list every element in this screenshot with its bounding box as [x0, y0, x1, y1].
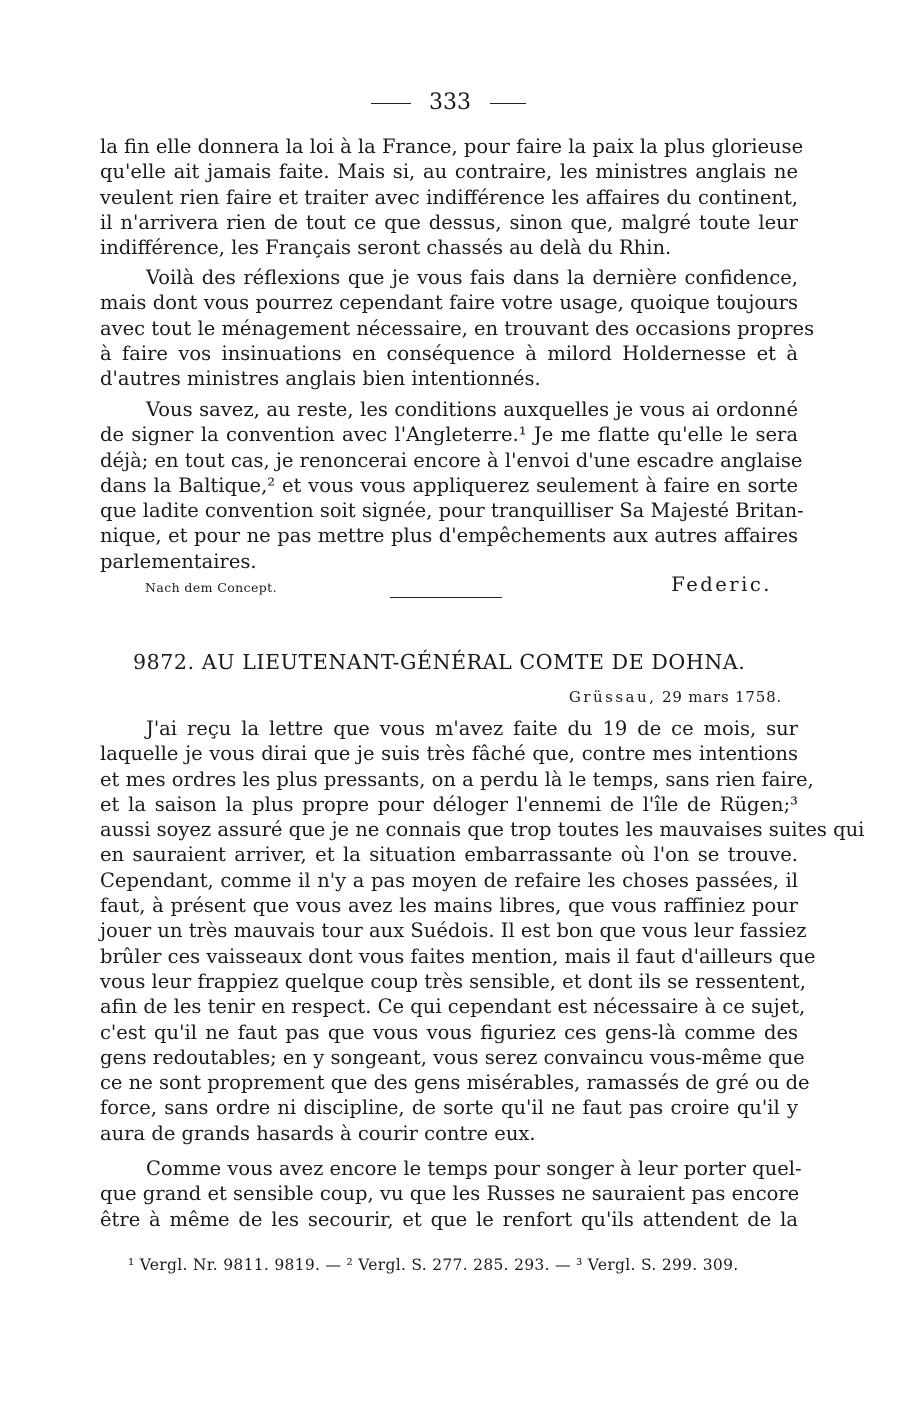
text-line: parlementaires. — [100, 549, 257, 573]
text-line: Voilà des réflexions que je vous fais dans la dernière confidence, — [146, 266, 798, 289]
text-line: il n'arrivera rien de tout ce que dessus, sinon que, malgré toute leur — [100, 210, 798, 234]
text-line: dans la Baltique,² et vous vous appliquerez seulement à faire en sorte — [100, 473, 798, 497]
text-line: laquelle je vous dirai que je suis très fâché que, contre mes intentions — [100, 742, 798, 766]
paragraph-convention — [100, 397, 804, 574]
text-line: Comme vous avez encore le temps pour songer à leur porter quel- — [146, 1157, 802, 1180]
source-note: Nach dem Concept. — [145, 580, 277, 595]
text-line: Vous savez, au reste, les conditions auxquelles je vous ai ordonné — [146, 398, 798, 421]
header-rule-left — [371, 103, 411, 104]
text-line: aura de grands hasards à courir contre eux. — [100, 1121, 536, 1145]
text-line: brûler ces vaisseaux dont vous faites mention, mais il faut d'ailleurs que — [100, 944, 816, 968]
paragraph-comme-vous — [100, 1156, 802, 1232]
text-line: indifférence, les Français seront chassés au delà du Rhin. — [100, 236, 672, 260]
text-line: vous leur frappiez quelque coup très sensible, et dont ils se ressentent, — [100, 969, 806, 993]
signature: Federic. — [671, 573, 772, 596]
text-line: veulent rien faire et traiter avec indifférence les affaires du continent, — [100, 185, 798, 209]
text-line: mais dont vous pourrez cependant faire votre usage, quoique toujours — [100, 291, 798, 315]
text-line: être à même de les secourir, et que le renfort qu'ils attendent de la — [100, 1207, 798, 1231]
text-line: la fin elle donnera la loi à la France, pour faire la paix la plus glorieuse — [100, 135, 804, 158]
text-line: c'est qu'il ne faut pas que vous vous figuriez ces gens-là comme des — [100, 1020, 798, 1044]
text-line: d'autres ministres anglais bien intentionnés. — [100, 367, 541, 391]
text-line: faut, à présent que vous avez les mains libres, que vous raffiniez pour — [100, 894, 798, 918]
text-line: et mes ordres les plus pressants, on a perdu là le temps, sans rien faire, — [100, 767, 814, 791]
text-line: de signer la convention avec l'Angleterre.¹ Je me flatte qu'elle le sera — [100, 423, 798, 447]
page-number: 333 — [429, 90, 471, 115]
document-place: Grüssau, — [568, 688, 657, 706]
document-heading: 9872. AU LIEUTENANT-GÉNÉRAL COMTE DE DOHNA. — [133, 650, 746, 674]
text-line: en sauraient arriver, et la situation embarrassante où l'on se trouve. — [100, 843, 798, 867]
text-line: qu'elle ait jamais faite. Mais si, au contraire, les ministres anglais ne — [100, 160, 798, 184]
text-line: déjà; en tout cas, je renoncerai encore à l'envoi d'une escadre anglaise — [100, 448, 803, 472]
text-line: aussi soyez assuré que je ne connais que trop toutes les mauvaises suites qui — [100, 818, 865, 842]
text-line: que ladite convention soit signée, pour tranquilliser Sa Majesté Britan- — [100, 499, 804, 523]
footnotes: ¹ Vergl. Nr. 9811. 9819. — ² Vergl. S. 277. 285. 293. — ³ Vergl. S. 299. 309. — [128, 1256, 739, 1274]
page-header — [0, 88, 900, 118]
text-line: que grand et sensible coup, vu que les Russes ne sauraient pas encore — [100, 1182, 800, 1206]
document-date: 29 mars 1758. — [662, 688, 782, 706]
text-line: Cependant, comme il n'y a pas moyen de refaire les choses passées, il — [100, 868, 798, 892]
text-line: jouer un très mauvais tour aux Suédois. Il est bon que vous leur fassiez — [100, 919, 807, 943]
text-line: force, sans ordre ni discipline, de sorte qu'il ne faut pas croire qu'il y — [100, 1096, 798, 1120]
paragraph-reflexions — [100, 265, 815, 391]
header-rule-right — [490, 103, 526, 104]
text-line: gens redoutables; en y songeant, vous serez convaincu vous-même que — [100, 1045, 805, 1069]
text-line: afin de les tenir en respect. Ce qui cependant est nécessaire à ce sujet, — [100, 995, 806, 1019]
text-line: nique, et pour ne pas mettre plus d'empêchements aux autres affaires — [100, 524, 798, 548]
place-date-line — [569, 688, 782, 706]
letter-closing — [100, 573, 798, 603]
paragraph-letter-body — [100, 716, 865, 1146]
section-separator — [390, 597, 502, 598]
paragraph-continuation — [100, 134, 804, 260]
text-line: et la saison la plus propre pour déloger l'ennemi de l'île de Rügen;³ — [100, 792, 798, 816]
text-line: avec tout le ménagement nécessaire, en trouvant des occasions propres — [100, 316, 815, 340]
text-line: à faire vos insinuations en conséquence à milord Holdernesse et à — [100, 341, 798, 365]
text-line: J'ai reçu la lettre que vous m'avez faite du 19 de ce mois, sur — [146, 717, 798, 740]
text-line: ce ne sont proprement que des gens misérables, ramassés de gré ou de — [100, 1071, 810, 1095]
